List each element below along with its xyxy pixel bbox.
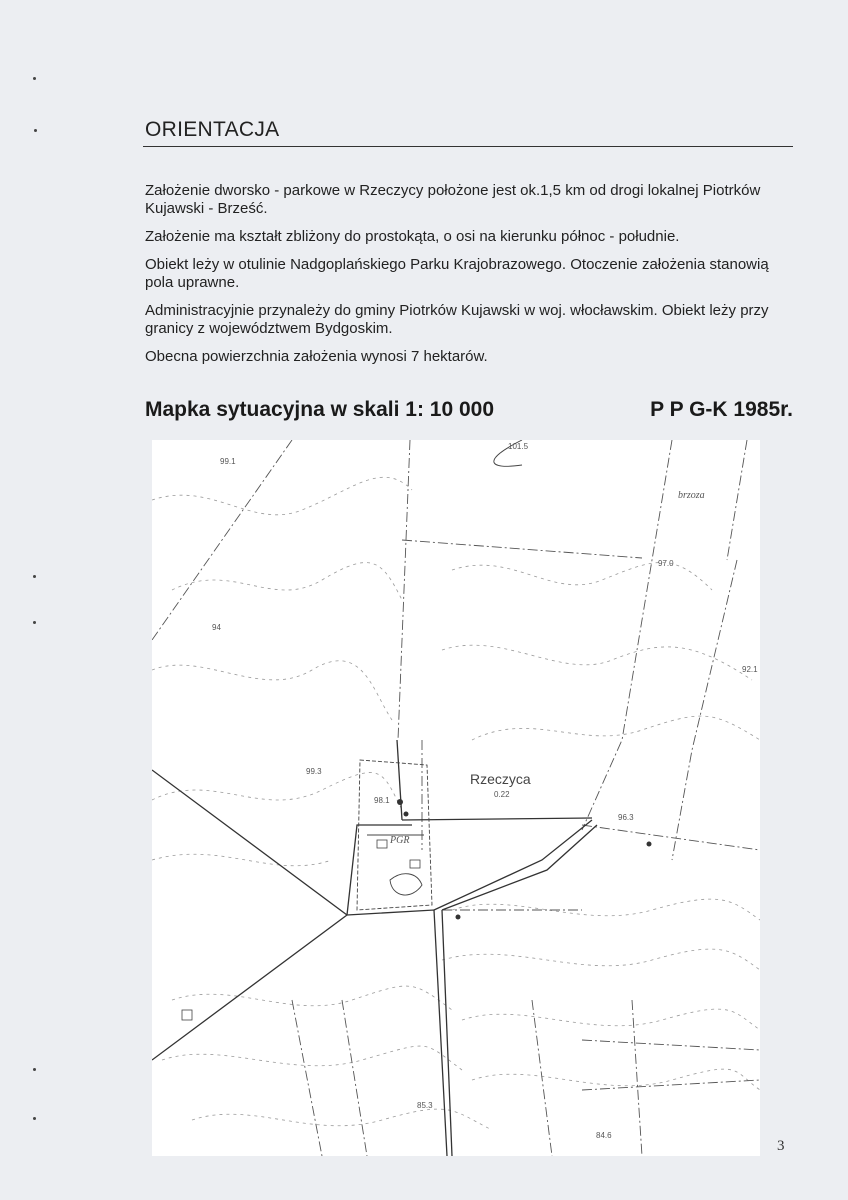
park-outline <box>357 440 522 910</box>
map-elev-94: 94 <box>212 623 221 632</box>
paragraph-surroundings: Obiekt leży w otulinie Nadgoplańskiego Parku Krajobrazowego. Otoczenie założenia stanowią pola uprawne. <box>145 256 769 291</box>
page-number: 3 <box>777 1138 785 1154</box>
field-boundaries <box>152 440 760 1156</box>
map-place-sub: 0.22 <box>494 790 510 799</box>
map-label-pgr: PGR <box>390 835 410 846</box>
paragraph-administration: Administracyjnie przynależy do gminy Piotrków Kujawski w woj. włocławskim. Obiekt leży przy granicy z województwem Bydgoskim. <box>145 302 769 337</box>
map-caption <box>145 398 793 422</box>
map-elev-101-5: 101.5 <box>508 442 529 451</box>
map-symbols <box>182 799 652 1020</box>
map-elev-96-3: 96.3 <box>618 813 634 822</box>
scan-speck <box>33 621 36 624</box>
scan-speck <box>33 1117 36 1120</box>
map-elev-92-1: 92.1 <box>742 665 758 674</box>
map-elev-99-3: 99.3 <box>306 767 322 776</box>
contour-lines <box>152 477 760 1130</box>
paragraph-area: Obecna powierzchnia założenia wynosi 7 hektarów. <box>145 348 488 365</box>
heading-underline <box>143 146 793 147</box>
map-elev-85-3: 85.3 <box>417 1101 433 1110</box>
situation-map-drawing <box>152 440 760 1156</box>
map-place-name: Rzeczyca <box>470 771 531 787</box>
scan-speck <box>33 575 36 578</box>
map-label-brzoza: brzoza <box>678 490 705 501</box>
map-elev-98-1: 98.1 <box>374 796 390 805</box>
scan-speck <box>33 77 36 80</box>
section-heading: ORIENTACJA <box>145 118 280 141</box>
map-elev-99-1: 99.1 <box>220 457 236 466</box>
situation-map <box>152 440 760 1156</box>
map-caption-scale: Mapka sytuacyjna w skali 1: 10 000 <box>145 398 495 421</box>
paragraph-location: Założenie dworsko - parkowe w Rzeczycy położone jest ok.1,5 km od drogi lokalnej Piotrków Kujawski - Brześć. <box>145 182 761 217</box>
scan-speck <box>33 1068 36 1071</box>
map-elev-84-6: 84.6 <box>596 1131 612 1140</box>
map-caption-source: P P G-K 1985r. <box>650 398 793 421</box>
scan-speck <box>34 129 37 132</box>
paragraph-shape: Założenie ma kształt zbliżony do prostokąta, o osi na kierunku północ - południe. <box>145 228 680 245</box>
body-text <box>145 182 795 376</box>
map-elev-97-0: 97.0 <box>658 559 674 568</box>
